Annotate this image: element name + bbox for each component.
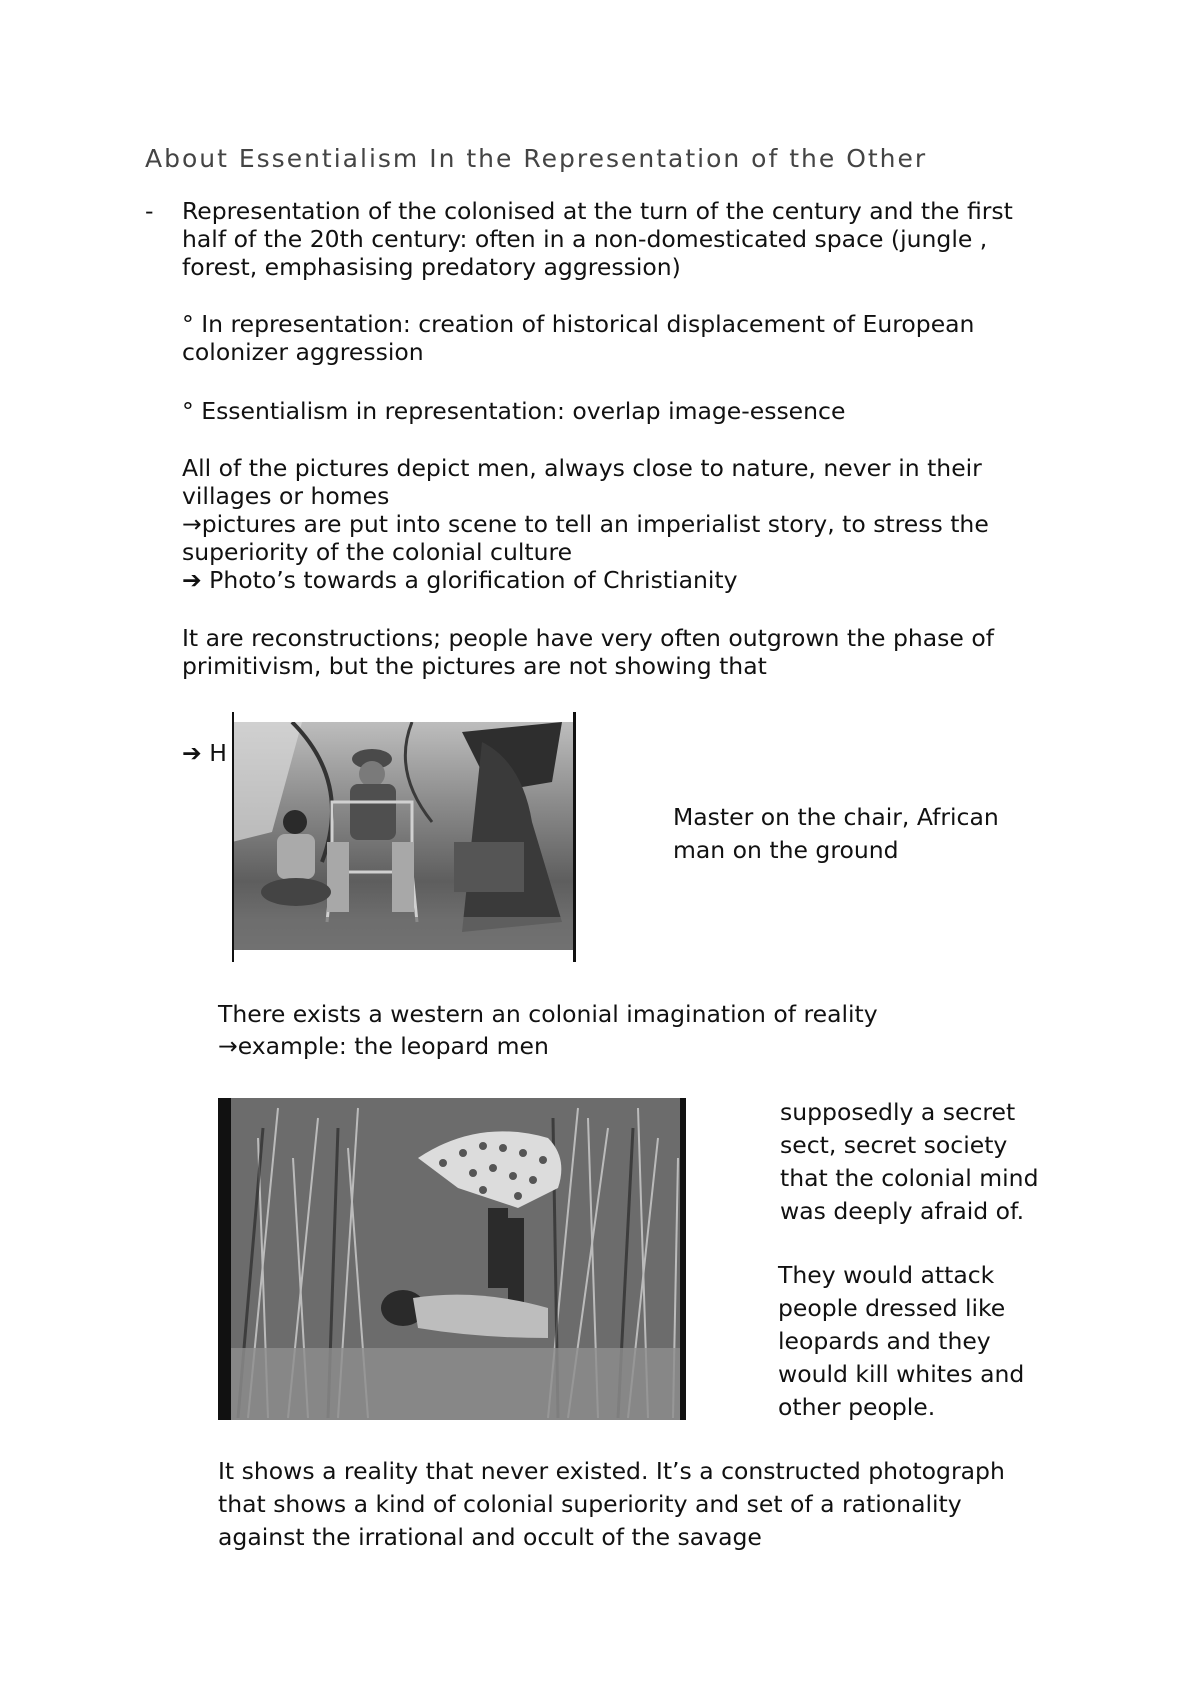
- photo-leopard-men-drawing: [218, 1098, 686, 1420]
- text-line: supposedly a secret: [780, 1098, 1016, 1126]
- photo-border-right: [573, 712, 576, 962]
- bullet-text: [182, 197, 1013, 281]
- point-historical-displacement: [182, 310, 974, 366]
- text-line: They would attack: [778, 1261, 995, 1289]
- photo-leopard-men: [218, 1098, 686, 1420]
- text-line: →pictures are put into scene to tell an imperialist story, to stress the: [182, 510, 989, 538]
- text-line: superiority of the colonial culture: [182, 538, 573, 566]
- bold-arrow-icon: ➔: [182, 739, 202, 767]
- text-line: man on the ground: [673, 836, 899, 864]
- text-line: that the colonial mind: [780, 1164, 1039, 1192]
- photo1-caption: [673, 801, 999, 867]
- text-line: other people.: [778, 1393, 936, 1421]
- photo-border-right: [680, 1098, 686, 1420]
- text-line: forest, emphasising predatory aggression): [182, 253, 681, 281]
- text-line: sect, secret society: [780, 1131, 1008, 1159]
- text-line: would kill whites and: [778, 1360, 1025, 1388]
- text-line: Master on the chair, African: [673, 803, 999, 831]
- photo2-caption-1: [780, 1096, 1039, 1228]
- text-line: Representation of the colonised at the turn of the century and the first: [182, 197, 1013, 225]
- text-line: that shows a kind of colonial superiority and set of a rationality: [218, 1490, 962, 1518]
- pictures-paragraph: [182, 454, 989, 594]
- text-line: against the irrational and occult of the savage: [218, 1523, 762, 1551]
- text-line: colonizer aggression: [182, 338, 424, 366]
- bold-arrow-icon: ➔: [182, 566, 202, 594]
- text-line: was deeply afraid of.: [780, 1197, 1025, 1225]
- point-essentialism: ° Essentialism in representation: overlap image-essence: [182, 397, 846, 425]
- text-line: villages or homes: [182, 482, 390, 510]
- text-line: leopards and they: [778, 1327, 991, 1355]
- page-title: About Essentialism In the Representation of the Other: [145, 144, 928, 173]
- photo-border-left: [218, 1098, 231, 1420]
- text-line: There exists a western an colonial imagination of reality: [218, 1000, 878, 1028]
- photo-master-on-chair-drawing: [232, 722, 574, 950]
- text-line: primitivism, but the pictures are not showing that: [182, 652, 767, 680]
- text-line: people dressed like: [778, 1294, 1006, 1322]
- text-line: ➔ Photo’s towards a glorification of Christianity: [182, 566, 738, 594]
- photo-master-on-chair: [232, 722, 574, 950]
- reconstructions-paragraph: [182, 624, 994, 680]
- text-line: It shows a reality that never existed. It’s a constructed photograph: [218, 1457, 1005, 1485]
- text-line: half of the 20th century: often in a non-domesticated space (jungle ,: [182, 225, 988, 253]
- conclusion-paragraph: [218, 1455, 1005, 1554]
- text-line: →example: the leopard men: [218, 1032, 549, 1060]
- arrow-icon: →: [182, 510, 202, 538]
- text-line: All of the pictures depict men, always close to nature, never in their: [182, 454, 982, 482]
- text-line: ° In representation: creation of historical displacement of European: [182, 310, 975, 338]
- photo2-caption-2: [778, 1259, 1024, 1424]
- imagination-paragraph: [218, 998, 878, 1062]
- photo-border-left: [232, 712, 234, 962]
- bullet-marker: -: [145, 197, 154, 225]
- text-line: It are reconstructions; people have very often outgrown the phase of: [182, 624, 994, 652]
- arrow-icon: →: [218, 1032, 238, 1060]
- hidden-arrow-line: ➔ H: [182, 739, 227, 767]
